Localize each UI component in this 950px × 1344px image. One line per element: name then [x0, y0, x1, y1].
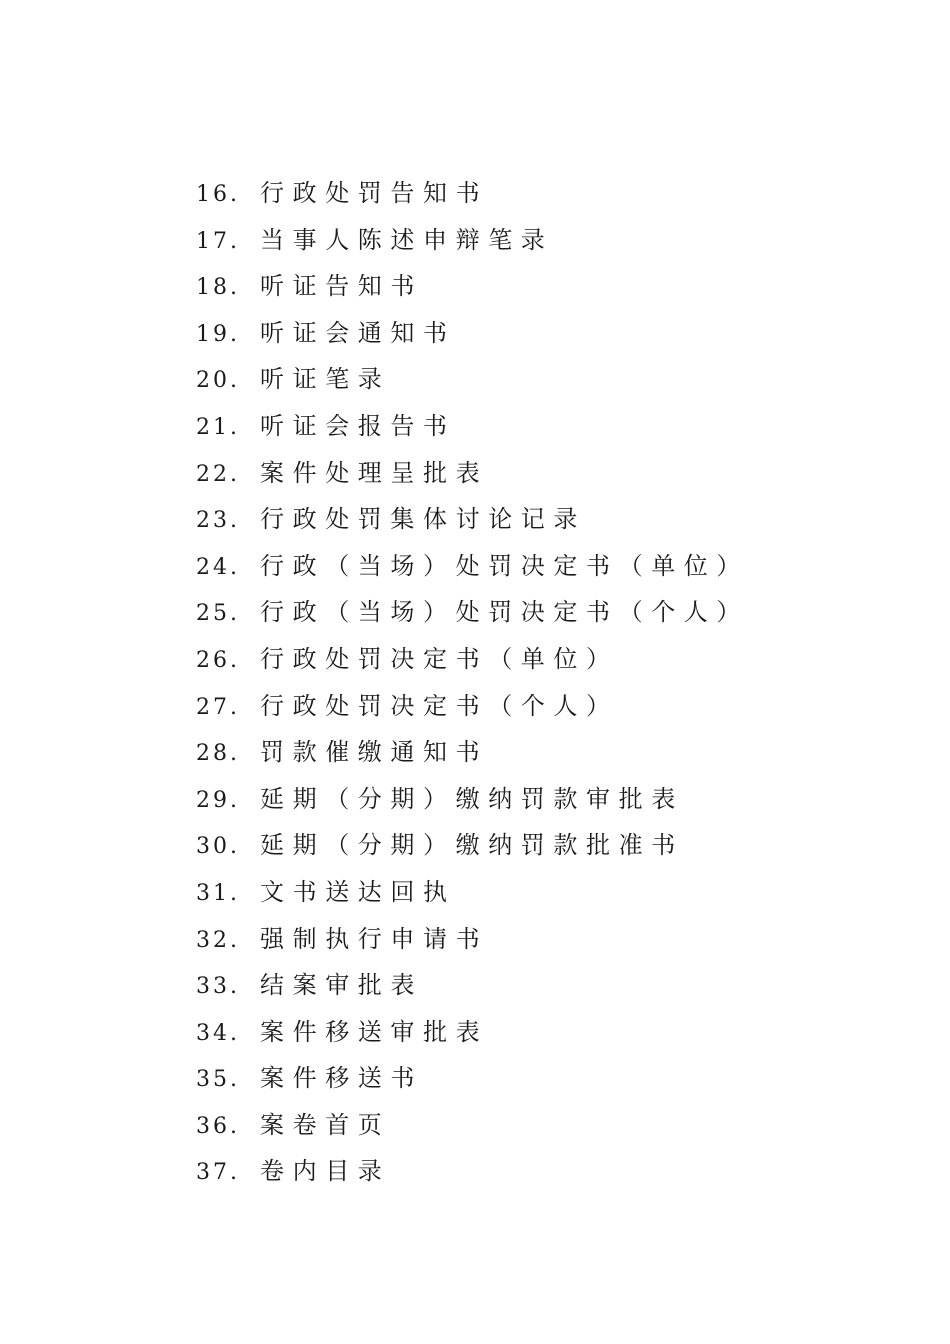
item-number: 25.: [196, 601, 240, 627]
list-item: [196, 263, 749, 310]
item-title: 听证会通知书: [260, 318, 456, 347]
list-item: [196, 776, 749, 823]
list-item: [196, 962, 749, 1009]
item-title: 延期（分期）缴纳罚款审批表: [260, 784, 684, 813]
list-item: [196, 683, 749, 730]
item-title: 文书送达回执: [260, 877, 456, 906]
list-item: [196, 729, 749, 776]
list-item: [196, 1102, 749, 1149]
item-number: 24.: [196, 554, 240, 580]
item-title: 案件移送书: [260, 1064, 423, 1093]
item-number: 17.: [196, 228, 240, 254]
list-item: [196, 543, 749, 590]
item-title: 案卷首页: [260, 1110, 391, 1139]
item-number: 21.: [196, 414, 240, 440]
item-title: 强制执行申请书: [260, 924, 489, 953]
item-title: 行政处罚告知书: [260, 179, 489, 207]
list-item: [196, 170, 749, 217]
item-number: 37.: [196, 1160, 240, 1186]
item-title: 听证笔录: [260, 365, 391, 394]
item-title: 行政处罚决定书（个人）: [260, 691, 619, 720]
item-title: 听证告知书: [260, 272, 423, 301]
item-number: 20.: [196, 368, 240, 394]
list-item: [196, 636, 749, 683]
item-title: 行政（当场）处罚决定书（单位）: [260, 551, 749, 580]
item-number: 18.: [196, 275, 240, 301]
item-title: 行政处罚决定书（单位）: [260, 644, 619, 673]
item-number: 26.: [196, 647, 240, 673]
item-title: 当事人陈述申辩笔录: [260, 225, 554, 254]
list-item: [196, 916, 749, 963]
list-item: [196, 496, 749, 543]
list-item: [196, 869, 749, 916]
item-number: 16.: [196, 182, 240, 207]
item-title: 案件处理呈批表: [260, 458, 489, 487]
item-title: 罚款催缴通知书: [260, 738, 489, 767]
item-number: 33.: [196, 974, 240, 1000]
list-item: [196, 450, 749, 497]
item-number: 35.: [196, 1067, 240, 1093]
item-title: 听证会报告书: [260, 411, 456, 440]
item-title: 结案审批表: [260, 971, 423, 1000]
item-number: 27.: [196, 694, 240, 720]
document-list: [196, 170, 749, 1195]
list-item: [196, 822, 749, 869]
list-item: [196, 356, 749, 403]
item-number: 29.: [196, 787, 240, 813]
item-title: 案件移送审批表: [260, 1017, 489, 1046]
list-item: [196, 1055, 749, 1102]
list-item: [196, 403, 749, 450]
item-number: 36.: [196, 1113, 240, 1139]
item-number: 28.: [196, 741, 240, 767]
list-item: [196, 589, 749, 636]
item-number: 32.: [196, 927, 240, 953]
item-number: 23.: [196, 508, 240, 534]
item-title: 延期（分期）缴纳罚款批准书: [260, 831, 684, 860]
item-title: 卷内目录: [260, 1157, 391, 1186]
item-title: 行政（当场）处罚决定书（个人）: [260, 598, 749, 627]
list-item: [196, 217, 749, 264]
item-number: 31.: [196, 880, 240, 906]
item-title: 行政处罚集体讨论记录: [260, 505, 586, 534]
item-number: 34.: [196, 1020, 240, 1046]
item-number: 30.: [196, 834, 240, 860]
item-number: 22.: [196, 461, 240, 487]
list-item: [196, 1009, 749, 1056]
item-number: 19.: [196, 321, 240, 347]
list-item: [196, 310, 749, 357]
list-item: [196, 1148, 749, 1195]
